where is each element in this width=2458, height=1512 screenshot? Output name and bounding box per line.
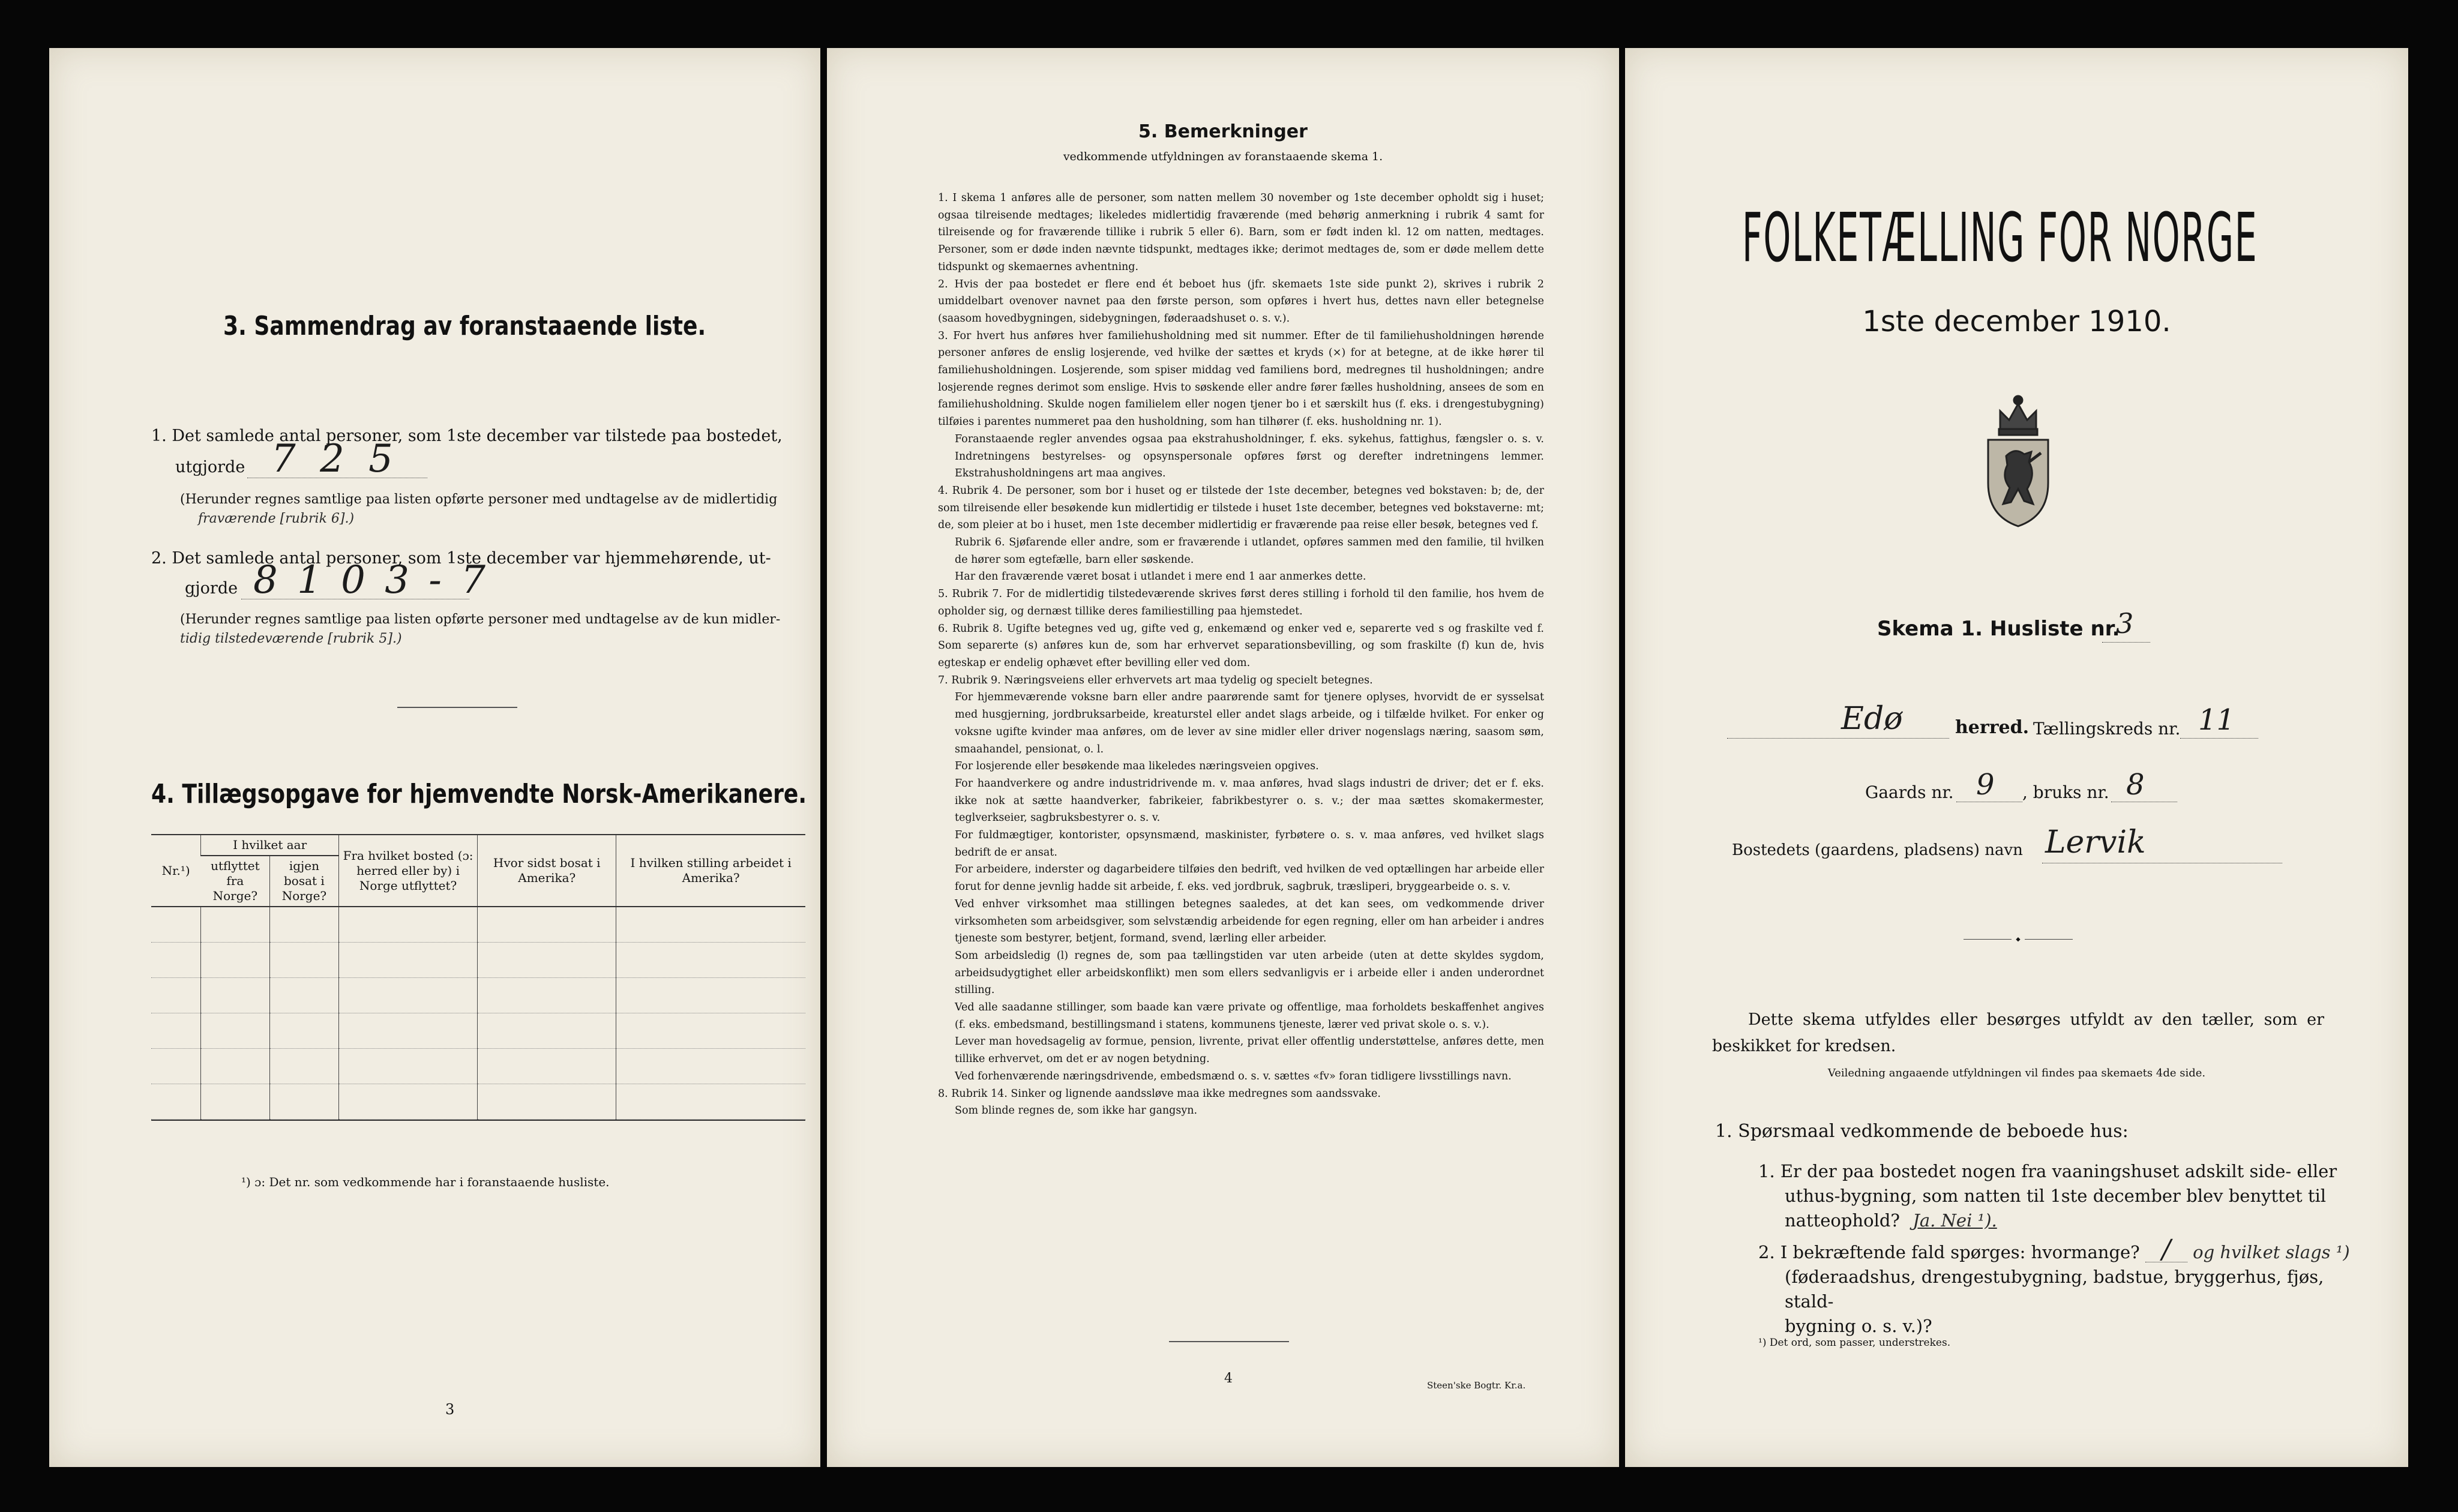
- instruction-guide: Veiledning angaaende utfyldningen vil findes paa skemaets 4de side.: [1827, 1067, 2206, 1079]
- herred-value: Edø: [1841, 701, 1903, 737]
- item1-line1: 1. Det samlede antal personer, som 1ste december var tilstede paa bostedet,: [151, 427, 783, 445]
- paragraph: For hjemmeværende voksne barn eller andre paarørende samt for tjenere oplyses, hvorvidt de er sysselsat med husgjerning, jordbruksarbeide, kreaturstel eller andet slags arbeide, og i tilfælde hvilket. For enker og voksne ugifte kvinder maa anføres, om de lever av sine midler eller driver nogenslags næring, saasom søm, smaahandel, pensionat, o. l.: [955, 691, 1544, 755]
- section3-title: 3. Sammendrag av foranstaaende liste.: [223, 311, 706, 341]
- gaards-label: Gaards nr.: [1865, 782, 1954, 802]
- item2-note-line2: tidig tilstedeværende [rubrik 5].): [180, 631, 402, 646]
- question-2-line: og hvilket slags ¹): [2193, 1242, 2350, 1262]
- husliste-nr-value: 3: [2116, 607, 2134, 640]
- schema-label: Skema 1. Husliste nr.: [1877, 617, 2120, 641]
- question-1-line: natteophold?: [1785, 1210, 1900, 1231]
- table-row: [151, 978, 805, 1013]
- right-page: [1625, 48, 2408, 1467]
- paragraph: For haandverkere og andre industridrivende m. v. maa anføres, hvad slags industri de driver; det er f. eks. ikke nok at sætte haandverker, fabrikeier, fabrikbestyrer o. s. v.; der maa sættes skomakermester, teglverkseier, sagbruksbestyrer o. s. v.: [955, 777, 1544, 824]
- left-page: [49, 48, 820, 1467]
- paragraph: Ved enhver virksomhet maa stillingen betegnes saaledes, at det kan sees, om vedkommende driver virksomheten som arbeidsgiver, som selvstændig arbeidende for egen regning, eller om han arbeider i andres tjeneste som bestyrer, betjent, formand, svend, lærling eller arbeider.: [955, 898, 1544, 945]
- table-footnote: ¹) ɔ: Det nr. som vedkommende har i foranstaaende husliste.: [241, 1175, 610, 1189]
- paragraph: Har den fraværende været bosat i utlandet i mere end 1 aar anmerkes dette.: [955, 571, 1366, 583]
- paragraph: Foranstaaende regler anvendes ogsaa paa ekstrahusholdninger, f. eks. sykehus, fattighus, fængsler o. s. v. Indretningens bestyrelses- og opsynspersonale opføres først og derefter indretningens lemmer. Ekstrahusholdningens art maa angives.: [955, 433, 1544, 480]
- col-nr: Nr.¹): [161, 863, 190, 878]
- bemerkninger-subtitle: vedkommende utfyldningen av foranstaaende skema 1.: [1063, 150, 1383, 163]
- question-2: [1758, 1234, 2364, 1339]
- divider: [1169, 1341, 1289, 1342]
- item1-label: utgjorde: [175, 458, 245, 476]
- paragraph: 6. Rubrik 8. Ugifte betegnes ved ug, gifte ved g, enkemænd og enker ved e, separerte ved s og fraskilte ved f. Som separerte (s) anføres kun de, som har erhvervet separationsbevilling, og som fraskilte (f) kun de, hvis egteskap er endelig ophævet efter bevilling eller ved dom.: [938, 622, 1544, 669]
- col-sidst-bosat: Hvor sidst bosat i Amerika?: [478, 835, 616, 907]
- bruks-label: , bruks nr.: [2022, 782, 2109, 802]
- bemerkninger-body: [938, 190, 1544, 1120]
- paragraph: 7. Rubrik 9. Næringsveiens eller erhvervets art maa tydelig og specielt betegnes.: [938, 674, 1373, 686]
- question-2-count: /: [2145, 1237, 2187, 1262]
- instruction-text: Dette skema utfyldes eller besørges utfyldt av den tæller, som er beskikket for kredsen.: [1712, 1010, 2324, 1055]
- question-1-line: 1. Er der paa bostedet nogen fra vaaningshuset adskilt side- eller: [1758, 1161, 2337, 1181]
- bruks-value: 8: [2126, 768, 2145, 802]
- middle-page: [827, 48, 1619, 1467]
- amerikanere-table: [151, 835, 805, 1120]
- paragraph: Ved alle saadanne stillinger, som baade kan være private og offentlige, maa forholdets beskaffenhet angives (f. eks. embedsmand, bestillingsmand i statens, kommunens tjeneste, lærer ved privat skole o. s. v.).: [955, 1001, 1544, 1031]
- paragraph: 5. Rubrik 7. For de midlertidig tilstedeværende skrives først deres stilling i forhold til den familie, hos hvem de opholder sig, og dernæst tillike deres familiestilling paa hjemstedet.: [938, 588, 1544, 617]
- left-page-number: 3: [445, 1401, 455, 1418]
- paragraph: Som blinde regnes de, som ikke har gangsyn.: [955, 1105, 1198, 1117]
- item1-handwritten-value: 7 2 5: [271, 437, 399, 481]
- item1-note-line2: fraværende [rubrik 6].): [198, 511, 355, 526]
- questions-header: 1. Spørsmaal vedkommende de beboede hus:: [1715, 1121, 2129, 1142]
- paragraph: 2. Hvis der paa bostedet er flere end ét beboet hus (jfr. skemaets 1ste side punkt 2), skrives i rubrik 2 umiddelbart ovenover navnet paa den første person, som opføres i hvert hus, dettes navn eller betegnelse (saasom hovedbygningen, sidebygningen, føderaadshuset o. s. v.).: [938, 278, 1544, 325]
- col-bosat: igjen bosat i Norge?: [269, 856, 338, 907]
- table-row: [151, 1013, 805, 1049]
- question-2-line: 2. I bekræftende fald spørges: hvormange?: [1758, 1242, 2140, 1262]
- ornament-divider: ⬩: [1958, 931, 2078, 947]
- table-row: [151, 1084, 805, 1120]
- right-footnote: ¹) Det ord, som passer, understrekes.: [1758, 1337, 1951, 1349]
- paragraph: 1. I skema 1 anføres alle de personer, som natten mellem 30 november og 1ste december opholdt sig i huset; ogsaa tilreisende medtages; likeledes midlertidig fraværende (med behørig anmerkning i rubrik 4 samt for tilreisende og for fraværende tillike i rubrik 5 eller 6). Barn, som er født inden kl. 12 om natten, medtages. Personer, som er døde inden nævnte tidspunkt, medtages ikke; derimot medtages de, som er døde mellem dette tidspunkt og skemaernes avhentning.: [938, 192, 1544, 273]
- husliste-fill-line: [2102, 642, 2150, 643]
- paragraph: For losjerende eller besøkende maa likeledes næringsveien opgives.: [955, 760, 1319, 773]
- col-fra-bosted: Fra hvilket bosted (ɔ: herred eller by) i Norge utflyttet?: [338, 835, 477, 907]
- amerikanere-table-wrap: [151, 834, 805, 1121]
- question-1-line: uthus-bygning, som natten til 1ste december blev benyttet til: [1785, 1186, 2327, 1206]
- paragraph: Som arbeidsledig (l) regnes de, som paa tællingstiden var uten arbeide (uten at dette skyldes sygdom, arbeidsudygtighet eller arbeidskonflikt) men som ellers sedvanligvis er i arbeide eller i anden underordnet stilling.: [955, 949, 1544, 997]
- printer-mark: Steen'ske Bogtr. Kr.a.: [1427, 1380, 1526, 1391]
- col-stilling: I hvilken stilling arbeidet i Amerika?: [616, 835, 805, 907]
- paragraph: Ved forhenværende næringsdrivende, embedsmænd o. s. v. sættes «fv» foran tidligere livsstillings navn.: [955, 1070, 1512, 1082]
- question-1-last-line: [1758, 1208, 2358, 1233]
- paragraph: 4. Rubrik 4. De personer, som bor i huset og er tilstede der 1ste december, betegnes ved bokstaven: b; de, der som tilreisende eller besøkende kun midlertidig er tilstede i huset 1ste december, betegnes ved bokstaverne: mt; de, som pleier at bo i huset, men 1ste december midlertidig er fraværende paa reise eller besøk, betegnes ved f.: [938, 484, 1544, 532]
- gaards-value: 9: [1976, 768, 1995, 802]
- bemerkninger-title: 5. Bemerkninger: [1138, 121, 1308, 142]
- paragraph: 3. For hvert hus anføres hver familiehusholdning med sit nummer. Efter de til familiehusholdningen hørende personer anføres de enslig losjerende, ved hvilke der sættes et kryds (×) for at betegne, at de ikke hører til familiehusholdningen. Losjerende, som spiser middag ved familiens bord, medregnes til husholdningen; andre losjerende regnes derimot som enslige. Hvis to søskende eller andre fører fælles husholdning, ansees de som en familiehusholdning. Skulde nogen familielem eller nogen tjener bo i et særskilt hus (f. eks. i drengestubygning) tilføies i parentes nummeret paa den husholdning, som han tilhører (f. eks. husholdning nr. 1).: [938, 329, 1544, 428]
- question-2-first-line: [1758, 1234, 2364, 1265]
- table-row: [151, 943, 805, 978]
- item1-note-line1: (Herunder regnes samtlige paa listen opførte personer med undtagelse av de midlertidig: [180, 492, 778, 507]
- item2-label: gjorde: [185, 579, 238, 598]
- kreds-label: Tællingskreds nr.: [2033, 719, 2181, 739]
- question-1: [1758, 1159, 2358, 1233]
- middle-page-number: 4: [1224, 1371, 1233, 1386]
- kreds-fill-line: [2180, 738, 2258, 739]
- item2-note-line1: (Herunder regnes samtlige paa listen opførte personer med undtagelse av de kun midler-: [180, 612, 781, 627]
- col-group-year: I hvilket aar: [201, 835, 339, 856]
- question-2-line: bygning o. s. v.)?: [1785, 1316, 1932, 1336]
- section4-title: 4. Tillægsopgave for hjemvendte Norsk-Amerikanere.: [151, 779, 807, 809]
- bosted-value: Lervik: [2045, 824, 2146, 860]
- census-date: 1ste december 1910.: [1862, 305, 2171, 338]
- coat-of-arms-icon: [1976, 387, 2060, 533]
- paragraph: Rubrik 6. Sjøfarende eller andre, som er fraværende i utlandet, opføres sammen med den familie, til hvilken de hører som egtefælle, barn eller søskende.: [955, 536, 1544, 566]
- bosted-label: Bostedets (gaardens, pladsens) navn: [1732, 841, 2023, 859]
- paragraph: Lever man hovedsagelig av formue, pension, livrente, privat eller offentlig understøttelse, anføres dette, men tillike erhvervet, om det er av nogen betydning.: [955, 1036, 1544, 1066]
- herred-label: herred.: [1955, 717, 2030, 738]
- item2-line1: 2. Det samlede antal personer, som 1ste december var hjemmehørende, ut-: [151, 549, 771, 568]
- table-row: [151, 907, 805, 943]
- question-1-answer: Ja. Nei ¹).: [1913, 1210, 1997, 1231]
- col-utflyttet: utflyttet fra Norge?: [211, 859, 260, 903]
- item2-handwritten-value: 8 1 0 3 - 7: [253, 558, 489, 602]
- kreds-value: 11: [2198, 703, 2235, 737]
- herred-fill-line: [1727, 738, 1949, 739]
- paragraph: For arbeidere, inderster og dagarbeidere tilføies den bedrift, ved hvilken de ved optællingen har arbeide eller forut for denne jevnlig hadde sit arbeide, f. eks. ved jordbruk, sagbruk, træsliperi, bryggearbeide o. s. v.: [955, 863, 1544, 893]
- document-title: FOLKETÆLLING FOR NORGE: [1742, 199, 2258, 277]
- question-2-line: (føderaadshus, drengestubygning, badstue, bryggerhus, fjøs, stald-: [1785, 1267, 2324, 1312]
- paragraph: 8. Rubrik 14. Sinker og lignende aandssløve maa ikke medregnes som aandssvake.: [938, 1087, 1381, 1100]
- table-row: [151, 1049, 805, 1084]
- paragraph: For fuldmægtiger, kontorister, opsynsmænd, maskinister, fyrbøtere o. s. v. maa anføres, ved hvilket slags bedrift de er ansat.: [955, 829, 1544, 859]
- divider: [397, 707, 517, 708]
